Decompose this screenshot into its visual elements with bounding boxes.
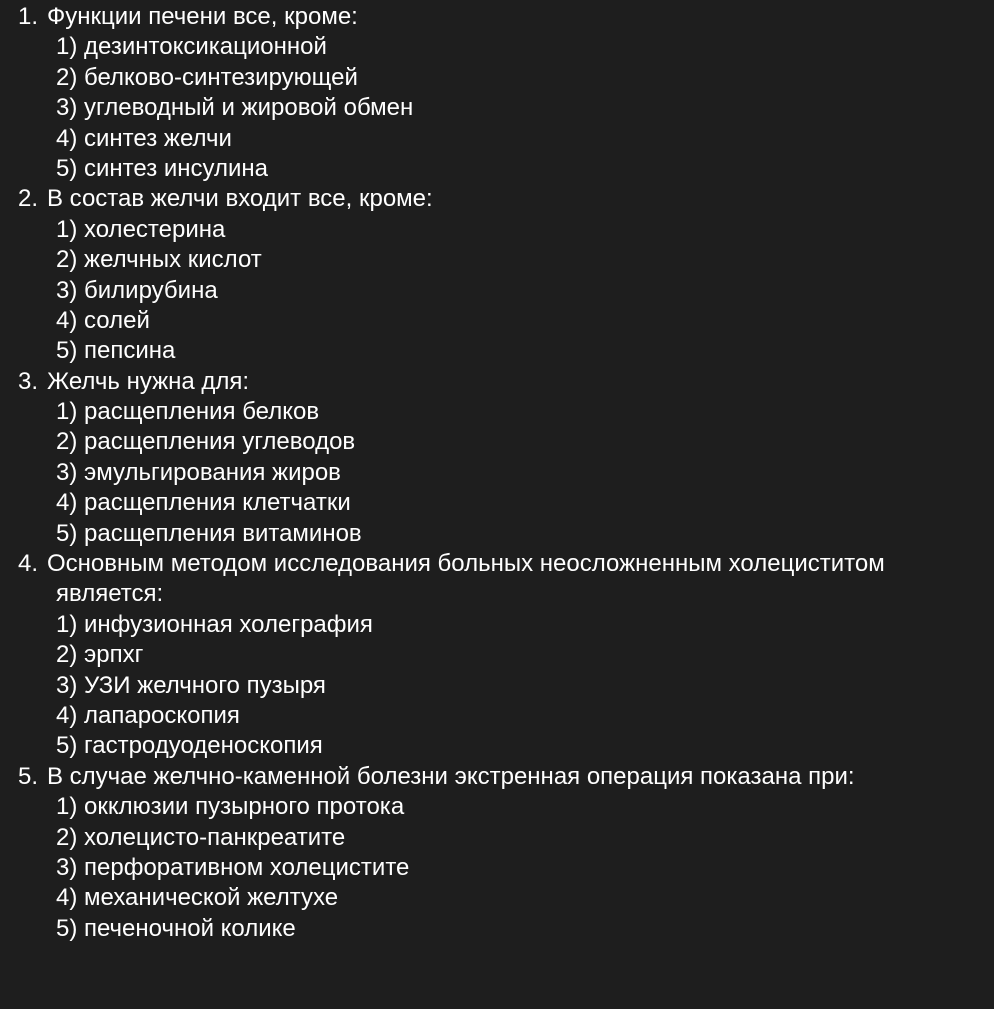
option-item: 5) синтез инсулина (56, 154, 269, 182)
option-item: 4) лапароскопия (56, 701, 240, 729)
question-text: В случае желчно-каменной болезни экстренная операция показана при: (47, 762, 855, 790)
option-item: 4) механической желтухе (56, 884, 339, 912)
option-item: 3) УЗИ желчного пузыря (56, 671, 326, 699)
option-item: 5) гастродуоденоскопия (56, 732, 323, 760)
option-item: 5) пепсина (56, 337, 176, 365)
option-item: 4) синтез желчи (56, 124, 232, 152)
question-text: Основным методом исследования больных неосложненным холециститом (47, 550, 885, 578)
question-number: 3. (18, 367, 39, 395)
question-number: 5. (18, 762, 39, 790)
option-item: 1) дезинтоксикационной (56, 33, 327, 61)
question-text: Функции печени все, кроме: (47, 3, 358, 30)
question-text: Желчь нужна для: (47, 367, 250, 395)
question-number: 2. (18, 185, 39, 213)
option-item: 2) белково-синтезирующей (56, 63, 358, 91)
question-text: В состав желчи входит все, кроме: (47, 185, 433, 213)
question-5 (0, 762, 994, 792)
option-item: 3) углеводный и жировой обмен (56, 94, 414, 122)
option-item: 1) окклюзии пузырного протока (56, 793, 405, 821)
option-item: 4) расщепления клетчатки (56, 489, 351, 517)
option-item: 2) расщепления углеводов (56, 428, 356, 456)
option-item: 5) расщепления витаминов (56, 519, 362, 547)
option-item: 5) печеночной колике (56, 914, 296, 942)
option-item: 1) расщепления белков (56, 398, 320, 426)
option-item: 3) билирубина (56, 276, 218, 304)
option-item: 2) желчных кислот (56, 246, 262, 274)
question-number: 4. (18, 550, 39, 578)
option-item: 3) перфоративном холецистите (56, 853, 410, 881)
option-item: 2) эрпхг (56, 641, 144, 669)
question-3 (0, 367, 994, 397)
question-4 (0, 549, 994, 579)
question-2 (0, 184, 994, 214)
question-text-continuation: является: (56, 580, 164, 608)
option-item: 1) инфузионная холеграфия (56, 610, 373, 638)
option-item: 1) холестерина (56, 215, 226, 243)
question-number: 1. (18, 3, 39, 30)
question-1 (0, 2, 994, 32)
option-item: 2) холецисто-панкреатите (56, 823, 346, 851)
option-item: 4) солей (56, 306, 150, 334)
option-item: 3) эмульгирования жиров (56, 458, 341, 486)
